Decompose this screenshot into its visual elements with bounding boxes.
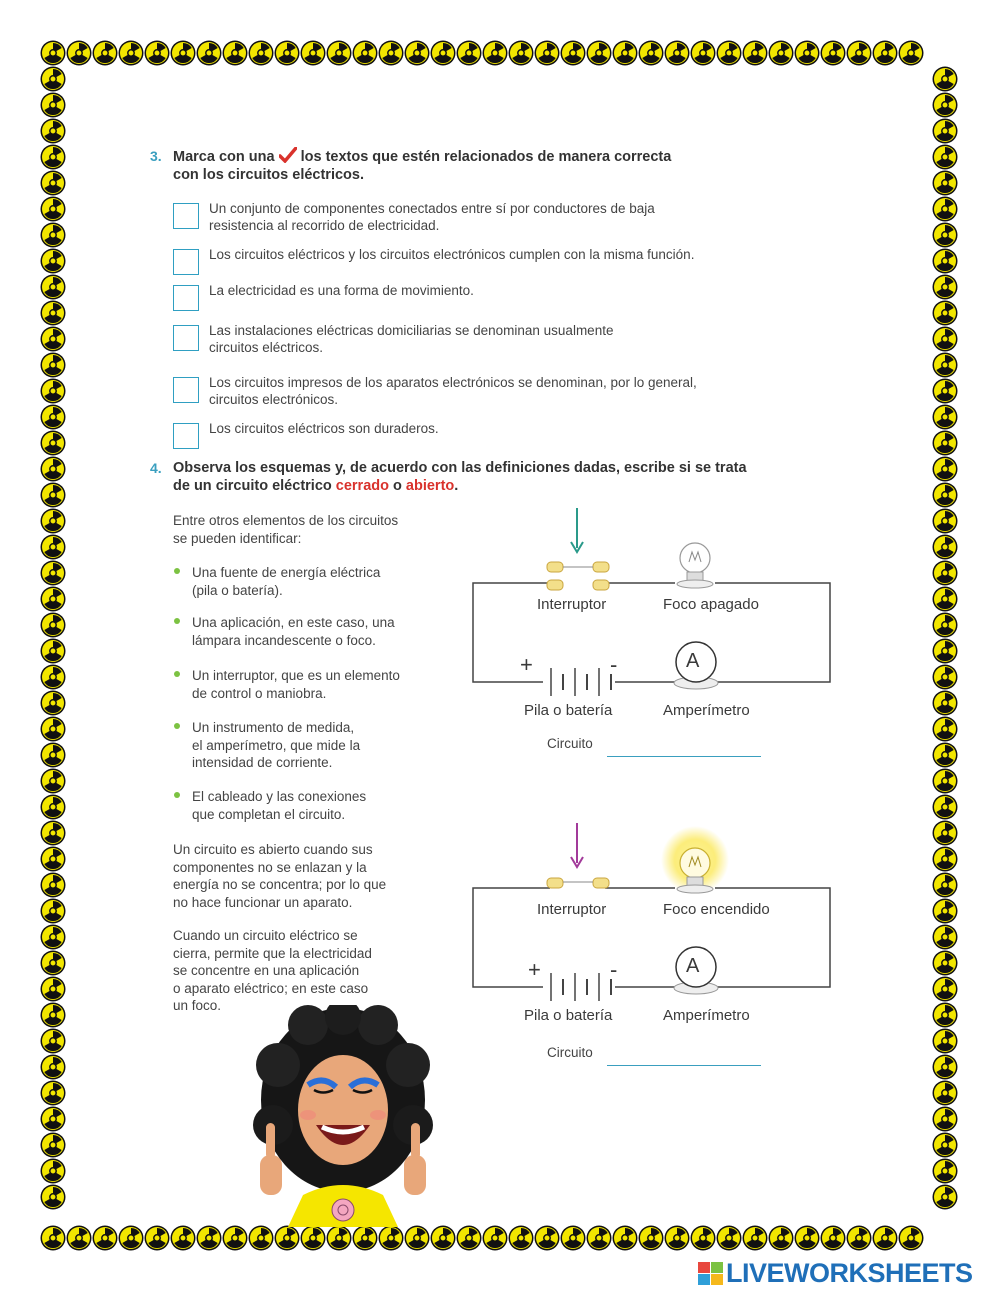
radiation-symbol-icon <box>932 456 958 482</box>
bullet-item-line: lámpara incandescente o foco. <box>192 632 376 648</box>
radiation-symbol-icon <box>932 768 958 794</box>
option-text-line1: Los circuitos eléctricos y los circuitos electrónicos cumplen con la misma función. <box>209 247 695 262</box>
battery-minus-sign: - <box>610 652 618 677</box>
radiation-symbol-icon <box>932 1106 958 1132</box>
bullet-item <box>192 667 400 702</box>
radiation-symbol-icon <box>586 40 612 66</box>
radiation-symbol-icon <box>40 352 66 378</box>
option-text-line1: Un conjunto de componentes conectados entre sí por conductores de baja <box>209 201 655 216</box>
radiation-symbol-icon <box>638 1225 664 1251</box>
radiation-symbol-icon <box>170 40 196 66</box>
word-cerrado: cerrado <box>335 478 389 494</box>
radiation-symbol-icon <box>932 690 958 716</box>
option-text <box>209 420 819 437</box>
paragraph-line: un foco. <box>173 998 222 1013</box>
radiation-symbol-icon <box>932 430 958 456</box>
radiation-symbol-icon <box>196 1225 222 1251</box>
radiation-symbol-icon <box>932 248 958 274</box>
radiation-symbol-icon <box>690 1225 716 1251</box>
radiation-symbol-icon <box>932 664 958 690</box>
radiation-symbol-icon <box>482 1225 508 1251</box>
radiation-symbol-icon <box>40 560 66 586</box>
radiation-symbol-icon <box>932 144 958 170</box>
radiation-symbol-icon <box>932 1028 958 1054</box>
bullet-item-line: (pila o batería). <box>192 582 283 598</box>
circuit-diagram-2 <box>465 805 845 1005</box>
radiation-symbol-icon <box>932 976 958 1002</box>
radiation-symbol-icon <box>40 586 66 612</box>
radiation-symbol-icon <box>118 1225 144 1251</box>
battery-label: Pila o batería <box>524 1007 613 1024</box>
radiation-symbol-icon <box>404 1225 430 1251</box>
radiation-symbol-icon <box>932 898 958 924</box>
radiation-symbol-icon <box>898 1225 924 1251</box>
radiation-symbol-icon <box>326 1225 352 1251</box>
radiation-symbol-icon <box>40 690 66 716</box>
radiation-symbol-icon <box>40 326 66 352</box>
switch-open-icon <box>547 562 609 590</box>
radiation-symbol-icon <box>932 586 958 612</box>
radiation-symbol-icon <box>932 1184 958 1210</box>
bulb-off-icon <box>677 543 713 588</box>
border-strip <box>40 40 924 66</box>
radiation-symbol-icon <box>274 40 300 66</box>
question-3-number: 3. <box>150 148 162 164</box>
radiation-symbol-icon <box>40 92 66 118</box>
radiation-symbol-icon <box>352 40 378 66</box>
radiation-symbol-icon <box>40 170 66 196</box>
radiation-symbol-icon <box>664 40 690 66</box>
bullet-item-line: Un instrumento de medida, <box>192 720 355 735</box>
ammeter-letter: A <box>686 650 700 672</box>
radiation-symbol-icon <box>40 898 66 924</box>
bullet-dot <box>174 792 180 798</box>
border-strip <box>40 1225 924 1251</box>
closed-circuit-paragraph <box>173 927 372 1015</box>
radiation-symbol-icon <box>326 40 352 66</box>
radiation-symbol-icon <box>40 482 66 508</box>
check-mark-icon <box>279 147 297 163</box>
paragraph-line: se concentre en una aplicación <box>173 963 360 978</box>
radiation-symbol-icon <box>40 430 66 456</box>
radiation-symbol-icon <box>92 1225 118 1251</box>
radiation-symbol-icon <box>40 976 66 1002</box>
radiation-symbol-icon <box>768 1225 794 1251</box>
radiation-symbol-icon <box>40 40 66 66</box>
liveworksheets-logo-icon <box>698 1262 724 1286</box>
radiation-symbol-icon <box>932 300 958 326</box>
bullet-dot <box>174 568 180 574</box>
word-o: o <box>393 478 402 494</box>
bullet-item <box>192 719 360 772</box>
question-3-prompt-a: Marca con una <box>173 149 275 165</box>
radiation-symbol-icon <box>932 170 958 196</box>
circuit-2-answer-input[interactable] <box>607 1041 761 1066</box>
liveworksheets-logo <box>698 1258 973 1289</box>
radiation-symbol-icon <box>508 40 534 66</box>
radiation-symbol-icon <box>40 742 66 768</box>
border-strip <box>932 66 958 1210</box>
radiation-symbol-icon <box>40 118 66 144</box>
radiation-symbol-icon <box>932 1080 958 1106</box>
battery-icon <box>551 668 611 696</box>
bulb-label: Foco apagado <box>663 596 759 613</box>
bulb-label: Foco encendido <box>663 901 770 918</box>
radiation-symbol-icon <box>932 924 958 950</box>
radiation-symbol-icon <box>932 1132 958 1158</box>
paragraph-line: o aparato eléctrico; en este caso <box>173 980 369 996</box>
radiation-symbol-icon <box>248 40 274 66</box>
question-4-prompt-a: Observa los esquemas y, de acuerdo con las definiciones dadas, escribe si se trata <box>173 460 747 476</box>
radiation-symbol-icon <box>932 378 958 404</box>
option-text-line2: circuitos eléctricos. <box>209 340 324 355</box>
question-3-prompt <box>173 147 671 184</box>
radiation-symbol-icon <box>560 1225 586 1251</box>
option-text <box>209 322 819 356</box>
radiation-symbol-icon <box>612 40 638 66</box>
radiation-symbol-icon <box>40 404 66 430</box>
bullet-item-line: Una aplicación, en este caso, una <box>192 615 395 630</box>
battery-plus-sign: + <box>528 957 541 982</box>
radiation-symbol-icon <box>144 40 170 66</box>
radiation-symbol-icon <box>932 872 958 898</box>
radiation-symbol-icon <box>932 534 958 560</box>
bullet-item-line: el amperímetro, que mide la <box>192 737 361 753</box>
bullet-item-line: que completan el circuito. <box>192 806 346 822</box>
switch-label: Interruptor <box>537 901 607 918</box>
teacher-avatar <box>248 1005 438 1227</box>
radiation-symbol-icon <box>40 66 66 92</box>
radiation-symbol-icon <box>40 950 66 976</box>
radiation-symbol-icon <box>508 1225 534 1251</box>
question-3-prompt-b: los textos que estén relacionados de manera correcta <box>300 149 672 165</box>
question-4-prompt <box>173 459 747 495</box>
snail-shirt-icon <box>332 1199 354 1221</box>
radiation-symbol-icon <box>716 1225 742 1251</box>
bullet-item-line: El cableado y las conexiones <box>192 789 367 804</box>
radiation-symbol-icon <box>40 456 66 482</box>
bullet-dot <box>174 723 180 729</box>
radiation-symbol-icon <box>40 144 66 170</box>
radiation-symbol-icon <box>932 1158 958 1184</box>
option-checkbox[interactable] <box>173 203 199 229</box>
radiation-symbol-icon <box>534 40 560 66</box>
option-text <box>209 282 819 299</box>
radiation-symbol-icon <box>586 1225 612 1251</box>
circuit-1-label: Circuito <box>547 736 593 751</box>
radiation-symbol-icon <box>222 40 248 66</box>
radiation-symbol-icon <box>40 924 66 950</box>
bullet-item-line: de control o maniobra. <box>192 685 327 701</box>
radiation-symbol-icon <box>932 716 958 742</box>
radiation-symbol-icon <box>40 1028 66 1054</box>
paragraph-line: cierra, permite que la electricidad <box>173 945 372 961</box>
radiation-symbol-icon <box>40 274 66 300</box>
option-text-line1: Las instalaciones eléctricas domiciliarias se denominan usualmente <box>209 323 614 338</box>
radiation-symbol-icon <box>716 40 742 66</box>
radiation-symbol-icon <box>300 40 326 66</box>
radiation-symbol-icon <box>932 196 958 222</box>
bulb-on-icon <box>661 826 729 894</box>
radiation-symbol-icon <box>40 508 66 534</box>
bullet-item-line: Una fuente de energía eléctrica <box>192 565 381 580</box>
radiation-symbol-icon <box>932 950 958 976</box>
radiation-symbol-icon <box>40 300 66 326</box>
paragraph-line: Un circuito es abierto cuando sus <box>173 842 373 857</box>
radiation-symbol-icon <box>378 1225 404 1251</box>
radiation-symbol-icon <box>430 40 456 66</box>
radiation-symbol-icon <box>932 1002 958 1028</box>
question-4-prompt-b: de un circuito eléctrico <box>173 478 332 494</box>
radiation-symbol-icon <box>742 40 768 66</box>
radiation-symbol-icon <box>932 274 958 300</box>
bullet-item <box>192 788 366 823</box>
question-4-number: 4. <box>150 460 162 476</box>
option-checkbox[interactable] <box>173 249 199 275</box>
radiation-symbol-icon <box>170 1225 196 1251</box>
info-intro-line2: se pueden identificar: <box>173 530 302 546</box>
radiation-symbol-icon <box>40 1184 66 1210</box>
radiation-symbol-icon <box>40 872 66 898</box>
radiation-symbol-icon <box>40 1106 66 1132</box>
bullet-dot <box>174 618 180 624</box>
radiation-symbol-icon <box>300 1225 326 1251</box>
battery-minus-sign: - <box>610 957 618 982</box>
radiation-symbol-icon <box>196 40 222 66</box>
bullet-item <box>192 564 380 599</box>
radiation-symbol-icon <box>40 1054 66 1080</box>
radiation-symbol-icon <box>40 612 66 638</box>
radiation-symbol-icon <box>932 352 958 378</box>
switch-closed-icon <box>547 878 609 888</box>
radiation-symbol-icon <box>534 1225 560 1251</box>
radiation-symbol-icon <box>456 40 482 66</box>
radiation-symbol-icon <box>40 716 66 742</box>
radiation-symbol-icon <box>40 664 66 690</box>
info-intro-line1: Entre otros elementos de los circuitos <box>173 513 399 528</box>
paragraph-line: componentes no se enlazan y la <box>173 859 367 875</box>
battery-label: Pila o batería <box>524 702 613 719</box>
bullet-item-line: Un interruptor, que es un elemento <box>192 668 400 683</box>
radiation-symbol-icon <box>664 1225 690 1251</box>
paragraph-line: Cuando un circuito eléctrico se <box>173 928 358 943</box>
option-text <box>209 200 819 234</box>
ammeter-label: Amperímetro <box>663 702 750 719</box>
option-checkbox[interactable] <box>173 325 199 351</box>
radiation-symbol-icon <box>932 404 958 430</box>
border-strip <box>40 66 66 1210</box>
option-text-line2: circuitos electrónicos. <box>209 392 339 407</box>
radiation-symbol-icon <box>932 1054 958 1080</box>
radiation-symbol-icon <box>690 40 716 66</box>
radiation-symbol-icon <box>40 378 66 404</box>
radiation-symbol-icon <box>40 196 66 222</box>
radiation-symbol-icon <box>40 1132 66 1158</box>
battery-icon <box>551 973 611 1001</box>
radiation-symbol-icon <box>66 1225 92 1251</box>
radiation-symbol-icon <box>92 40 118 66</box>
liveworksheets-logo-text: LIVEWORKSHEETS <box>726 1258 973 1288</box>
radiation-symbol-icon <box>40 534 66 560</box>
radiation-symbol-icon <box>222 1225 248 1251</box>
radiation-symbol-icon <box>898 40 924 66</box>
paragraph-line: no hace funcionar un aparato. <box>173 894 353 910</box>
question-3-prompt-c: con los circuitos eléctricos. <box>173 167 364 183</box>
option-text-line1: Los circuitos impresos de los aparatos electrónicos se denominan, por lo general, <box>209 375 697 390</box>
radiation-symbol-icon <box>932 794 958 820</box>
option-text-line1: Los circuitos eléctricos son duraderos. <box>209 421 439 436</box>
radiation-symbol-icon <box>932 846 958 872</box>
radiation-symbol-icon <box>742 1225 768 1251</box>
radiation-symbol-icon <box>40 1158 66 1184</box>
radiation-symbol-icon <box>248 1225 274 1251</box>
ammeter-label: Amperímetro <box>663 1007 750 1024</box>
radiation-symbol-icon <box>932 66 958 92</box>
circuit-1-answer-input[interactable] <box>607 732 761 757</box>
battery-plus-sign: + <box>520 652 533 677</box>
radiation-symbol-icon <box>932 742 958 768</box>
option-checkbox[interactable] <box>173 377 199 403</box>
radiation-symbol-icon <box>820 1225 846 1251</box>
radiation-symbol-icon <box>846 1225 872 1251</box>
radiation-symbol-icon <box>144 1225 170 1251</box>
option-text <box>209 374 819 408</box>
radiation-symbol-icon <box>932 326 958 352</box>
radiation-symbol-icon <box>430 1225 456 1251</box>
radiation-symbol-icon <box>274 1225 300 1251</box>
radiation-symbol-icon <box>404 40 430 66</box>
face <box>298 1055 388 1165</box>
radiation-symbol-icon <box>932 638 958 664</box>
period: . <box>454 478 459 494</box>
radiation-symbol-icon <box>932 612 958 638</box>
radiation-symbol-icon <box>794 40 820 66</box>
radiation-symbol-icon <box>456 1225 482 1251</box>
radiation-symbol-icon <box>560 40 586 66</box>
option-checkbox[interactable] <box>173 423 199 449</box>
radiation-symbol-icon <box>482 40 508 66</box>
radiation-symbol-icon <box>40 846 66 872</box>
radiation-symbol-icon <box>40 820 66 846</box>
radiation-symbol-icon <box>932 508 958 534</box>
radiation-symbol-icon <box>932 560 958 586</box>
radiation-symbol-icon <box>794 1225 820 1251</box>
radiation-symbol-icon <box>932 222 958 248</box>
radiation-symbol-icon <box>40 222 66 248</box>
switch-label: Interruptor <box>537 596 607 613</box>
radiation-symbol-icon <box>768 40 794 66</box>
radiation-symbol-icon <box>820 40 846 66</box>
radiation-symbol-icon <box>40 1225 66 1251</box>
radiation-symbol-icon <box>66 40 92 66</box>
radiation-symbol-icon <box>872 1225 898 1251</box>
paragraph-line: energía no se concentra; por lo que <box>173 877 387 892</box>
radiation-symbol-icon <box>872 40 898 66</box>
radiation-symbol-icon <box>612 1225 638 1251</box>
radiation-symbol-icon <box>932 820 958 846</box>
ammeter-letter: A <box>686 955 700 977</box>
info-intro <box>173 512 398 547</box>
radiation-symbol-icon <box>40 638 66 664</box>
radiation-symbol-icon <box>378 40 404 66</box>
radiation-symbol-icon <box>352 1225 378 1251</box>
radiation-symbol-icon <box>932 482 958 508</box>
radiation-symbol-icon <box>40 248 66 274</box>
bullet-dot <box>174 671 180 677</box>
option-text-line2: resistencia al recorrido de electricidad. <box>209 218 440 233</box>
option-text-line1: La electricidad es una forma de movimiento. <box>209 283 474 298</box>
option-checkbox[interactable] <box>173 285 199 311</box>
radiation-symbol-icon <box>40 1080 66 1106</box>
radiation-symbol-icon <box>40 1002 66 1028</box>
bullet-item <box>192 614 395 649</box>
radiation-symbol-icon <box>40 794 66 820</box>
radiation-symbol-icon <box>932 92 958 118</box>
radiation-symbol-icon <box>932 118 958 144</box>
radiation-symbol-icon <box>846 40 872 66</box>
open-circuit-paragraph <box>173 841 386 911</box>
option-text <box>209 246 819 263</box>
circuit-2-label: Circuito <box>547 1045 593 1060</box>
bullet-item-line: intensidad de corriente. <box>192 755 333 770</box>
radiation-symbol-icon <box>40 768 66 794</box>
word-abierto: abierto <box>405 478 455 494</box>
radiation-symbol-icon <box>638 40 664 66</box>
radiation-symbol-icon <box>118 40 144 66</box>
